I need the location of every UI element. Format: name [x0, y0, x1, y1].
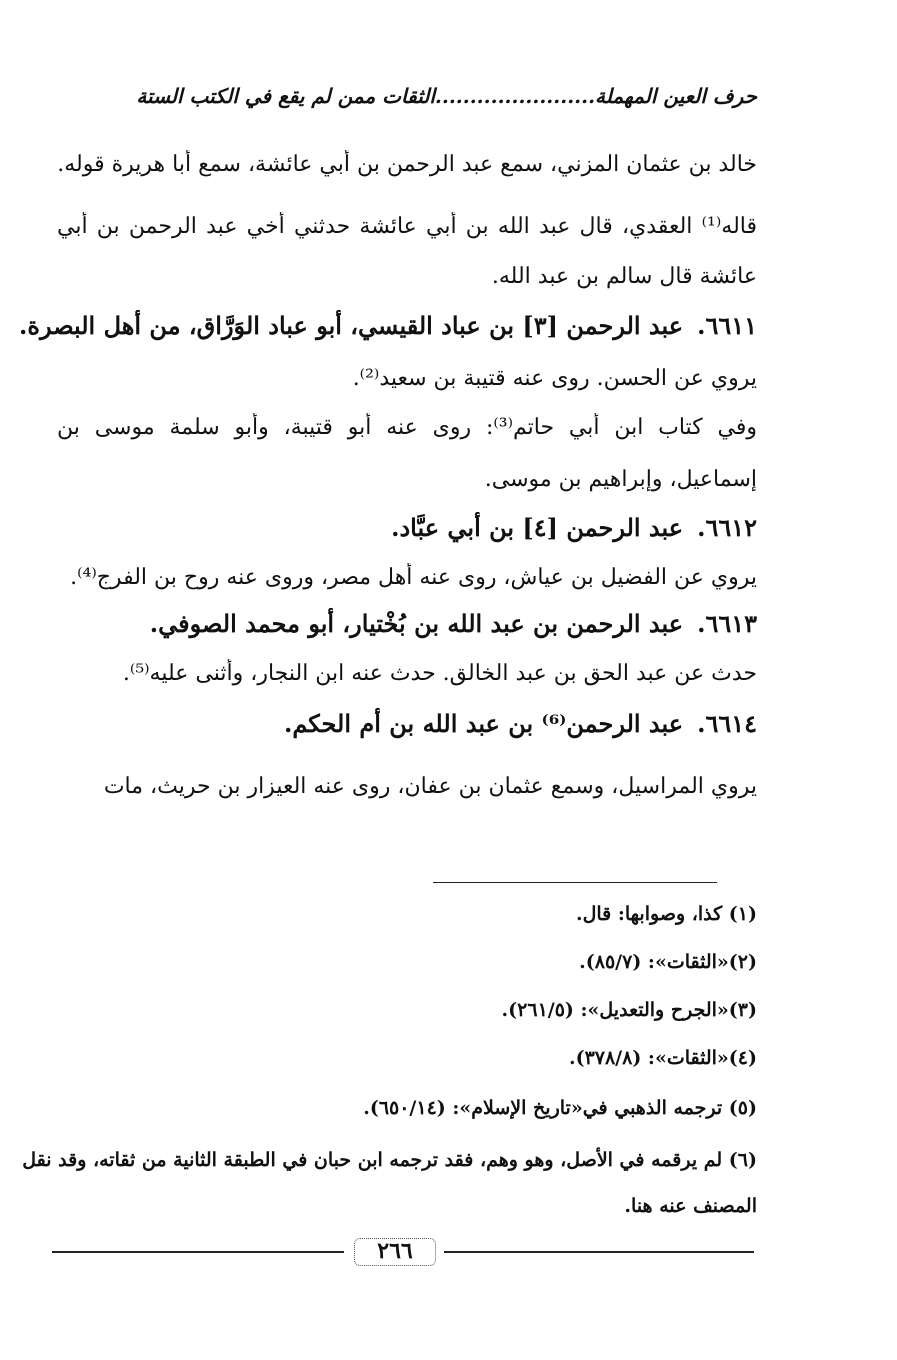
entry-number: ٦٦١٤. [697, 709, 757, 738]
entry-heading-6613 [57, 608, 757, 640]
entry-title: عبد الرحمن⁽⁶⁾ بن عبد الله بن أم الحكم. [283, 709, 684, 738]
entry-number: ٦٦١١. [697, 311, 757, 340]
footnote-6-continuation: المصنف عنه هنا. [624, 1195, 757, 1217]
footnote-5: (٥) ترجمه الذهبي في«تاريخ الإسلام»: (٦٥٠/١٤). [363, 1097, 757, 1119]
footnote-4: (٤)«الثقات»: (٣٧٨/٨). [568, 1047, 757, 1069]
entry-line: يروي المراسيل، وسمع عثمان بن عفان، روى عنه العيزار بن حريث، مات [103, 774, 757, 799]
entry-line: وفي كتاب ابن أبي حاتم⁽³⁾: روى عنه أبو قتيبة، وأبو سلمة موسى بن [57, 415, 757, 440]
entry-number: ٦٦١٣. [697, 609, 757, 638]
footnote-separator [433, 882, 717, 883]
footnote-3: (٣)«الجرح والتعديل»: (٢٦١/٥). [501, 999, 757, 1021]
entry-line: إسماعيل، وإبراهيم بن موسى. [484, 467, 757, 492]
entry-title: عبد الرحمن [٤] بن أبي عبَّاد. [391, 513, 684, 542]
footnote-6: (٦) لم يرقمه في الأصل، وهو وهم، فقد ترجمه ابن حبان في الطبقة الثانية من ثقاته، وقد نقل [22, 1149, 757, 1171]
page-number [350, 1236, 440, 1266]
footnote-1: (١) كذا، وصوابها: قال. [575, 903, 757, 925]
entry-heading-6614 [57, 708, 757, 740]
entry-title: عبد الرحمن بن عبد الله بن بُخْتيار، أبو محمد الصوفي. [149, 609, 684, 638]
page-number-ornament [354, 1238, 436, 1266]
page-number-text: ٢٦٦ [377, 1238, 413, 1264]
entry-title: عبد الرحمن [٣] بن عباد القيسي، أبو عباد الوَرَّاق، من أهل البصرة. [19, 311, 684, 340]
entry-heading-6611 [19, 310, 757, 342]
entry-number: ٦٦١٢. [697, 513, 757, 542]
footer-rule-left [52, 1251, 344, 1253]
entry-heading-6612 [57, 512, 757, 544]
body-line: قاله⁽¹⁾ العقدي، قال عبد الله بن أبي عائشة حدثني أخي عبد الرحمن بن أبي [57, 214, 757, 239]
entry-line: يروي عن الفضيل بن عياش، روى عنه أهل مصر، وروى عنه روح بن الفرج⁽⁴⁾. [70, 565, 757, 590]
footer-rule-right [444, 1251, 754, 1253]
footnote-2: (٢)«الثقات»: (٨٥/٧). [579, 951, 757, 973]
entry-line: يروي عن الحسن. روى عنه قتيبة بن سعيد⁽²⁾. [352, 366, 757, 391]
entry-line: حدث عن عبد الحق بن عبد الخالق. حدث عنه ابن النجار، وأثنى عليه⁽⁵⁾. [122, 661, 757, 686]
running-header: حرف العين المهملة.......................الثقات ممن لم يقع في الكتب الستة [136, 84, 757, 108]
body-line: عائشة قال سالم بن عبد الله. [491, 264, 757, 289]
body-line: خالد بن عثمان المزني، سمع عبد الرحمن بن أبي عائشة، سمع أبا هريرة قوله. [57, 152, 757, 177]
